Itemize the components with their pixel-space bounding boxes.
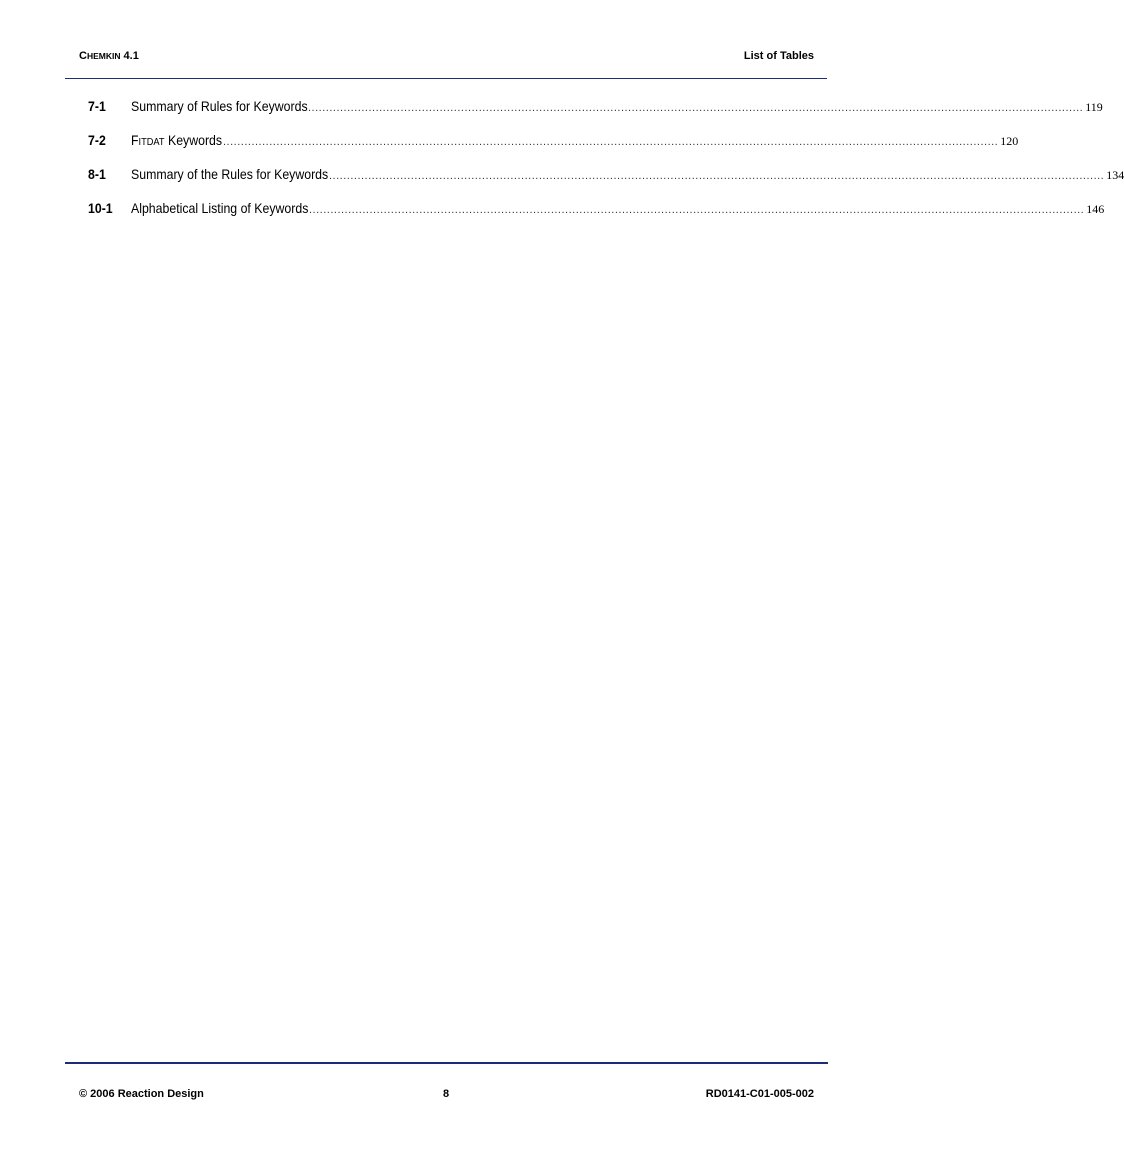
toc-entry-leader: .......................................................................................................................................................................................................................... — [329, 170, 1105, 182]
table-list — [88, 98, 1124, 234]
header-divider — [65, 78, 827, 79]
toc-entry-title — [131, 132, 222, 148]
header-product-rest: HEMKIN — [86, 51, 121, 61]
toc-entry-number: 7-2 — [88, 132, 106, 148]
footer-page-number: 8 — [443, 1088, 450, 1100]
header-product — [79, 50, 139, 62]
toc-entry[interactable] — [88, 200, 1105, 234]
toc-entry[interactable] — [88, 166, 1124, 200]
toc-entry-page: 146 — [1086, 202, 1105, 216]
toc-entry-page: 120 — [1000, 134, 1019, 148]
footer-copyright: © 2006 Reaction Design — [79, 1088, 204, 1100]
toc-entry-leader: .......................................................................................................................................................................................................................... — [309, 204, 1085, 216]
header-product-version: 4.1 — [120, 50, 139, 62]
toc-entry-title: Summary of Rules for Keywords — [131, 98, 308, 114]
toc-entry-leader: .......................................................................................................................................................................................................................... — [223, 136, 999, 148]
toc-entry-title: Summary of the Rules for Keywords — [131, 166, 329, 182]
footer-divider — [65, 1062, 828, 1064]
toc-entry-title-text: Keywords — [164, 132, 223, 148]
toc-entry-page: 119 — [1085, 100, 1103, 114]
header-product-initial: C — [79, 50, 87, 62]
header-section-title: List of Tables — [743, 50, 814, 62]
toc-entry-number: 8-1 — [88, 166, 106, 182]
toc-entry[interactable] — [88, 132, 1019, 166]
toc-entry-number: 7-1 — [88, 98, 106, 114]
toc-entry-title-initial: F — [131, 132, 139, 148]
toc-entry-page: 134 — [1106, 168, 1124, 182]
footer-document-id: RD0141-C01-005-002 — [705, 1088, 814, 1100]
toc-entry-title-smallcaps: ITDAT — [138, 136, 165, 148]
toc-entry-leader: .......................................................................................................................................................................................................................... — [308, 102, 1084, 114]
toc-entry-title: Alphabetical Listing of Keywords — [131, 200, 309, 216]
toc-entry[interactable] — [88, 98, 1103, 132]
toc-entry-number: 10-1 — [88, 200, 113, 216]
